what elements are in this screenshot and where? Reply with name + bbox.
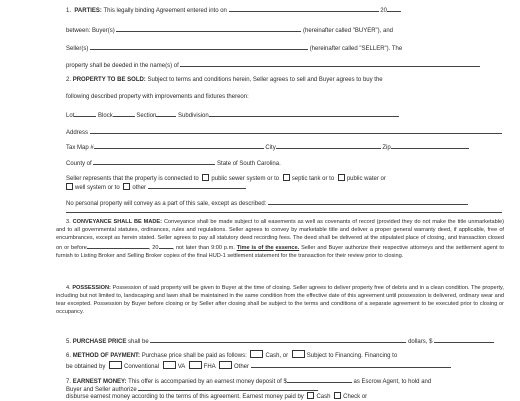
city-label: City [265,145,276,151]
other-financing-label: Other [234,364,250,370]
section-title: POSSESSION: [72,285,111,291]
buyer-line [66,25,393,35]
other-financing-field[interactable] [251,361,451,368]
personal-property-line-2 [66,206,502,216]
price-words-field[interactable] [150,336,406,343]
section-title: EARNEST MONEY: [72,379,127,385]
price-text: shall be [128,339,149,345]
deeded-label: property shall be deeded in the name(s) of [66,63,179,69]
personal-property-field-2[interactable] [66,206,502,213]
address-field[interactable] [90,127,502,134]
seller-line [66,43,402,53]
conventional-label: Conventional [124,364,160,370]
cash-checkbox[interactable] [250,350,263,358]
conveyance-text-2: Seller and Buyer authorize their respective attorneys and the settlement agent to furnish to Listing Broker and Selling Broker copies of the final HUD-1 settlement statement for the transaction for their review prior to closing. [56,245,504,260]
county-label: County of [66,161,92,167]
septic-checkbox[interactable] [283,174,290,181]
lot-label: Lot [66,113,75,119]
buyer-suffix: (hereinafter called "BUYER"), and [303,28,394,34]
public-sewer-checkbox[interactable] [202,174,209,181]
check-payment-checkbox[interactable] [334,392,341,399]
fha-checkbox[interactable] [189,361,202,369]
personal-property-field[interactable] [268,198,468,205]
well-checkbox[interactable] [66,183,73,190]
price-amount-field[interactable] [434,336,494,343]
closing-time-text: , not later than 9:00 p.m. [172,245,235,252]
deeded-line [66,60,480,70]
possession-text: Possession of said property will be given to Buyer at the time of closing. Seller agrees to deliver property free of debris and in a clean condition. The property, including but not limited to, landscaping and lawn shall be maintained in the same condition from the effective date of this agreement until possession is delivered, ordinary wear and tear excepted. Possession by Buyer before closing or by Seller after closing shall be subject to the terms and conditions of a separate agreement to be executed prior to closing or occupancy. [56,285,504,316]
zip-label: Zip [382,145,391,151]
authorize-text: Buyer and Seller authorize [66,387,137,393]
section-title: CONVEYANCE SHALL BE MADE: [72,219,163,225]
section-property [66,76,383,84]
price-dollars-label: dollars, $ [408,339,433,345]
property-text-2: following described property with improvements and fixtures thereon: [66,94,249,100]
taxmap-field[interactable] [94,142,264,149]
taxmap-label: Tax Map # [66,145,94,151]
section-number: 4. [66,285,71,291]
city-field[interactable] [276,142,381,149]
subdivision-label: Subdivision [178,113,209,119]
section-purchase-price [66,336,494,346]
well-label: well system or to [75,185,120,191]
subdivision-field[interactable] [209,110,399,117]
disburse-text: disburse earnest money according to the terms of this agreement. Earnest money paid by [66,394,304,400]
public-water-checkbox[interactable] [338,174,345,181]
cash-label: Cash, or [265,353,289,359]
year-label: 20 [380,8,387,14]
payment-line-2 [66,361,451,371]
buyer-field[interactable] [116,25,301,32]
other-financing-checkbox[interactable] [219,361,232,369]
year-field[interactable] [387,5,401,12]
conventional-checkbox[interactable] [109,361,122,369]
other-label: other [132,185,147,191]
time-essence-text: Time is of the [236,245,274,252]
section-number: 3. [66,219,71,225]
section-title: PROPERTY TO BE SOLD: [72,77,146,83]
section-title: METHOD OF PAYMENT: [72,353,141,359]
public-sewer-label: public sewer system or to [211,176,280,182]
section-number: 1. [66,8,72,14]
financing-type-label: be obtained by [66,364,106,370]
section-title: PARTIES: [74,8,102,14]
lot-line [66,110,399,120]
earnest-text: This offer is accompanied by an earnest money deposit of $ [128,379,287,385]
escrow-agent-text: as Escrow Agent, to hold and [353,379,432,385]
section-label: Section [136,113,157,119]
taxmap-line [66,142,469,152]
buyer-label: between: Buyer(s) [66,28,115,34]
other-checkbox[interactable] [123,183,130,190]
section-number: 2. [66,77,72,83]
address-line [66,127,502,137]
payment-text: Purchase price shall be paid as follows: [141,353,247,359]
section-field[interactable] [156,110,176,117]
closing-year-field[interactable] [159,242,173,249]
fha-label: FHA [203,364,216,370]
state-label: State of South Carolina. [217,161,281,167]
zip-field[interactable] [391,142,469,149]
cash-payment-checkbox[interactable] [307,392,314,399]
section-number: 7. [66,379,72,385]
conveyance-text: Conveyance shall be made subject to all easements as well as covenants of record (provided they do not make the title unmarketable) and to all governmental statutes, ordinances, rules and regulations. Seller agrees to convey by marketable title and deliver a proper general warranty deed, if applicable, free of encumbrances, except as herein stated. Seller agrees to pay all statutory deed recording fees. The deed shall be delivered at the stipulated place of closing, and transaction closed on or before [56,219,504,252]
va-checkbox[interactable] [163,361,176,369]
utilities-line-2 [66,182,246,192]
utilities-label: Seller represents that the property is connected to [66,176,199,182]
check-payment-label: Check [343,394,361,400]
seller-label: Seller(s) [66,46,89,52]
section-parties [66,5,401,15]
other-field[interactable] [148,182,246,189]
section-number: 5. [66,339,72,345]
property-text: Subject to terms and conditions herein, Seller agrees to sell and Buyer agrees to buy the [147,77,383,83]
closing-year-label: , 20 [148,245,159,252]
time-essence-text-2: essence. [275,245,300,252]
county-line [66,158,281,168]
va-label: VA [177,364,185,370]
or-label: or [361,394,368,400]
date-field[interactable] [229,5,379,12]
section-title: PURCHASE PRICE [72,339,127,345]
personal-property-label: No personal property will convey as a part of this sale, except as described: [66,201,267,207]
financing-label: Subject to Financing. Financing to [306,353,398,359]
escrow-agent-field[interactable] [138,384,318,391]
lot-field[interactable] [74,110,96,117]
financing-checkbox[interactable] [292,350,305,358]
septic-label: septic tank or to [291,176,335,182]
earnest-amount-field[interactable] [287,376,352,383]
section-possession [56,284,504,326]
public-water-label: public water or [346,176,386,182]
section-conveyance [56,218,504,278]
block-label: Block [98,113,113,119]
county-field[interactable] [93,158,215,165]
seller-field[interactable] [90,43,308,50]
seller-suffix: (hereinafter called "SELLER"). The [309,46,403,52]
section-payment [66,350,397,360]
block-field[interactable] [113,110,135,117]
closing-date-field[interactable] [87,242,149,249]
cash-payment-label: Cash [316,394,331,400]
address-label: Address [66,130,89,136]
parties-text: This legally binding Agreement entered into on [103,8,227,14]
section-number: 6. [66,353,72,359]
deeded-field[interactable] [180,60,480,67]
